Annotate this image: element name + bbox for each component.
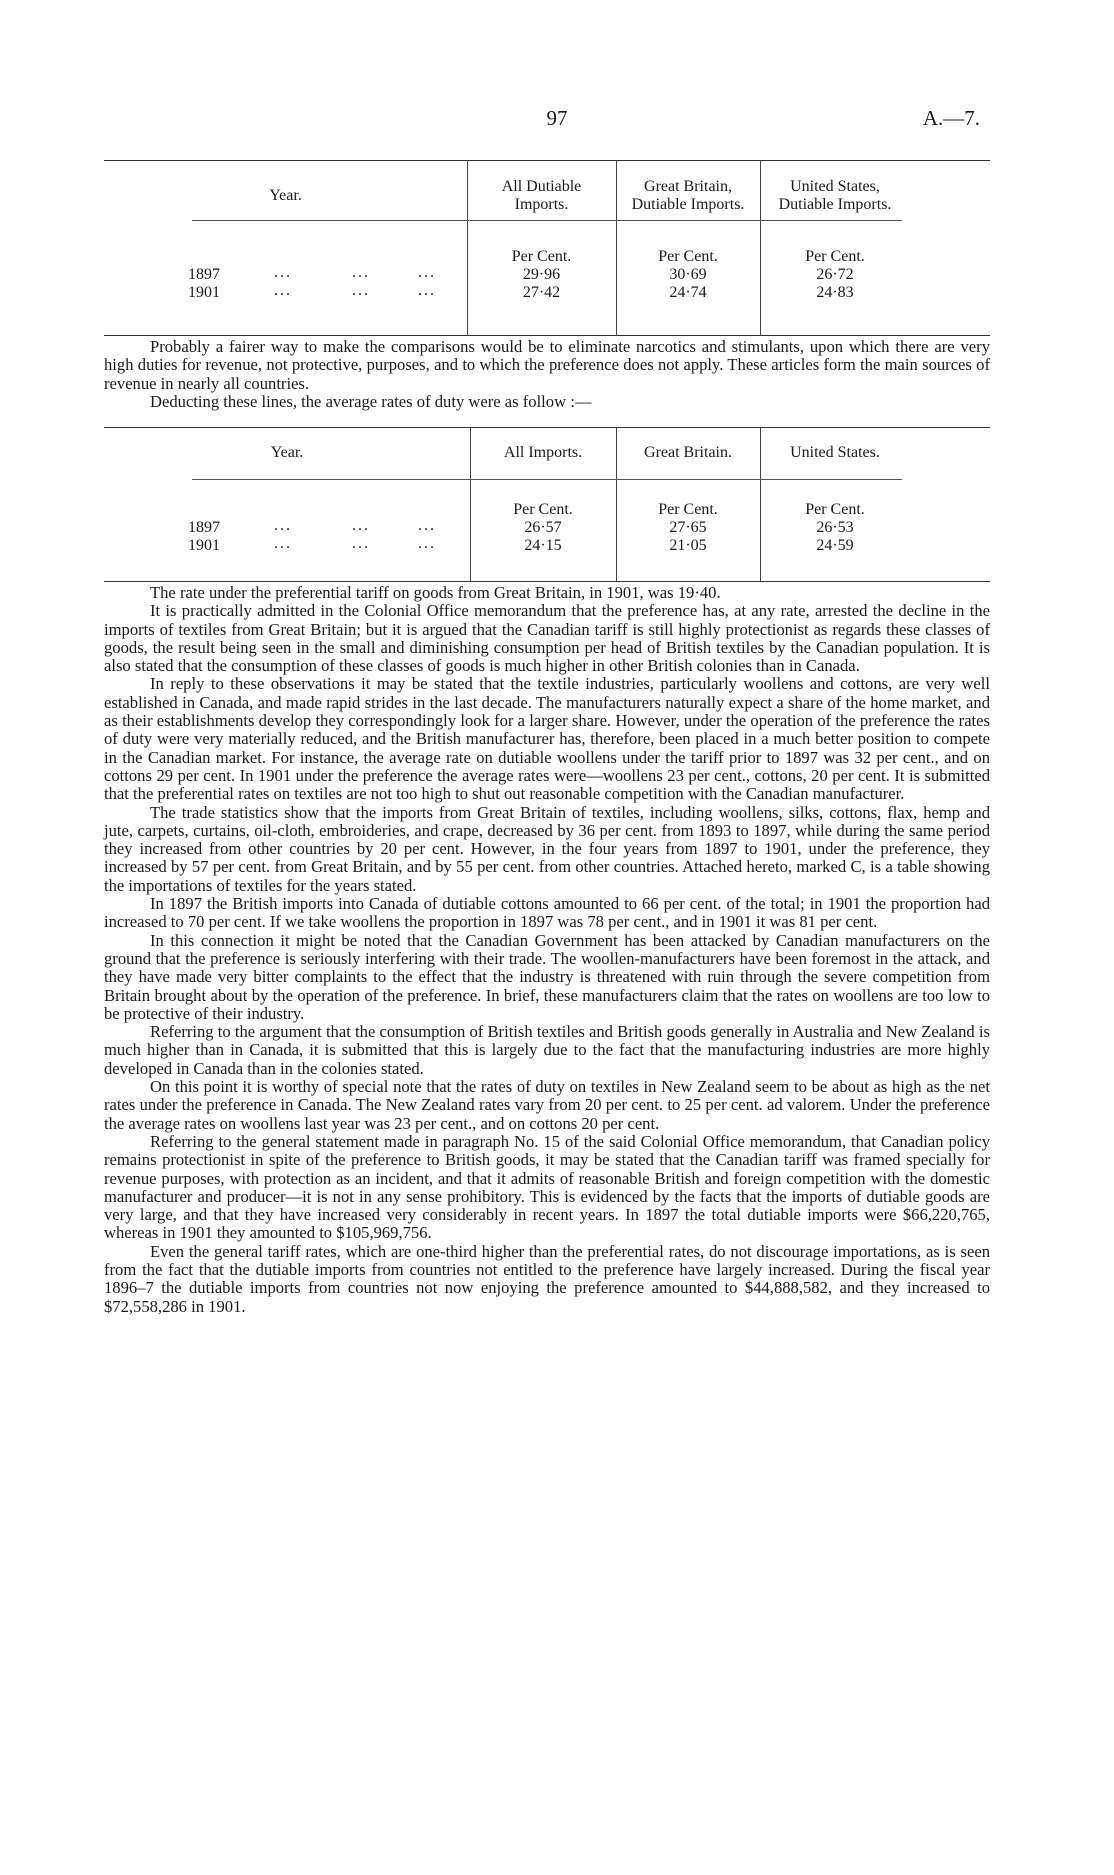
header-rule bbox=[192, 220, 902, 221]
paragraph: Referring to the general statement made in paragraph No. 15 of the said Colonial Office memorandum, that Canadian policy remains protectionist in spite of the preference to British goods, it may be stated that the Canadian tariff was framed specially for revenue purposes, with protection as an incident, and that it admits of reasonable British and foreign competition with the domestic manufacturer and producer—it is not in any sense prohibitory. This is evidenced by the facts that the imports of dutiable goods are very large, and that they have increased very considerably in recent years. In 1897 the total dutiable imports were $66,220,765, whereas in 1901 they amounted to $105,969,756. bbox=[104, 1131, 990, 1243]
column-header-year: Year. bbox=[269, 187, 302, 204]
paragraph: In reply to these observations it may be stated that the textile industries, particularly woollens and cottons, are very well established in Canada, and made rapid strides in the last decade. The manufacturers naturally expect a share of the home market, and as their establishments develop they correspondingly look for a larger share. However, under the operation of the preference the rates of duty were very materially reduced, and the British manufacturer has, therefore, been placed in a much better position to compete in the Canadian market. For instance, the average rate on dutiable woollens under the tariff prior to 1897 was 32 per cent., and on cottons 29 per cent. In 1901 under the preference the average rates were—woollens 23 per cent., cottons, 20 per cent. It is submitted that the preferential rates on textiles are not too high to shut out reasonable competition with the Canadian manufacturer. bbox=[104, 674, 990, 804]
row-year: 1901 bbox=[188, 284, 220, 301]
leader-dots: ... ... ... bbox=[274, 264, 436, 281]
page-number: 97 bbox=[546, 106, 568, 130]
unit-label: Per Cent. bbox=[805, 248, 865, 265]
row-year: 1897 bbox=[188, 266, 220, 283]
column-header-great-britain: Great Britain. bbox=[644, 444, 732, 461]
unit-label: Per Cent. bbox=[658, 501, 718, 518]
column-header-year: Year. bbox=[270, 444, 304, 461]
table-bottom-rule bbox=[104, 581, 990, 582]
intro-text bbox=[104, 338, 990, 411]
paragraph: In this connection it might be noted that the Canadian Government has been attacked by Canadian manufacturers on the ground that the preference is seriously interfering with their trade. The woollen-manufacturers have been foremost in the attack, and they have made very bitter complaints to the effect that the industry is threatened with ruin through the severe competition from Britain brought about by the operation of the preference. In brief, these manufacturers claim that the rates on woollens are too low to be protective of their industry. bbox=[104, 930, 990, 1023]
leader-dots: ... ... ... bbox=[274, 535, 436, 552]
value-cell: 24·74 bbox=[669, 284, 707, 301]
unit-label: Per Cent. bbox=[513, 501, 573, 518]
value-cell: 26·72 bbox=[816, 266, 854, 283]
value-cell: 30·69 bbox=[669, 266, 707, 283]
table-bottom-rule bbox=[104, 335, 990, 336]
table-dutiable-imports bbox=[104, 160, 990, 336]
header-rule bbox=[192, 479, 902, 480]
value-cell: 29·96 bbox=[522, 266, 561, 283]
value-cell: 27·42 bbox=[522, 284, 561, 301]
paragraph: It is practically admitted in the Colonial Office memorandum that the preference has, at any rate, arrested the decline in the imports of textiles from Great Britain; but it is argued that the Canadian tariff is still highly protectionist as regards these classes of goods, the result being seen in the small and diminishing consumption per head of British textiles by the Canadian population. It is also stated that the consumption of these classes of goods is much higher in other British colonies than in Canada. bbox=[104, 601, 990, 676]
value-cell: 24·59 bbox=[816, 537, 854, 554]
value-cell: 21·05 bbox=[669, 537, 707, 554]
row-year: 1897 bbox=[188, 519, 220, 536]
column-header-great-britain: Great Britain, Dutiable Imports. bbox=[631, 178, 745, 213]
leader-dots: ... ... ... bbox=[274, 517, 436, 534]
table-top-rule bbox=[104, 160, 990, 161]
paragraph: Deducting these lines, the average rates of duty were as follow :— bbox=[150, 391, 592, 411]
column-header-all-imports: All Imports. bbox=[503, 444, 583, 461]
value-cell: 24·15 bbox=[524, 537, 562, 554]
value-cell: 26·53 bbox=[816, 519, 854, 536]
paragraph: On this point it is worthy of special note that the rates of duty on textiles in New Zealand seem to be about as high as the net rates under the preference in Canada. The New Zealand rates vary from 20 per cent. to 25 per cent. ad valorem. Under the preference the average rates on woollens last year was 23 per cent., and on cottons 20 per cent. bbox=[104, 1077, 990, 1133]
column-header-united-states: United States. bbox=[790, 444, 880, 461]
table-average-rates bbox=[104, 427, 990, 582]
paragraph: Probably a fairer way to make the comparisons would be to eliminate narcotics and stimulants, upon which there are very high duties for revenue, not protective, purposes, and to which the preference does not apply. These articles form the main sources of revenue in nearly all countries. bbox=[104, 337, 990, 393]
unit-label: Per Cent. bbox=[805, 501, 865, 518]
paragraph: The rate under the preferential tariff on goods from Great Britain, in 1901, was 19·40. bbox=[150, 583, 721, 602]
body-text bbox=[104, 584, 990, 1316]
unit-label: Per Cent. bbox=[511, 248, 572, 265]
paragraph: Referring to the argument that the consumption of British textiles and British goods generally in Australia and New Zealand is much higher than in Canada, it is submitted that this is largely due to the fact that the manufacturing industries are more highly developed in Canada than in the colonies stated. bbox=[104, 1022, 990, 1078]
row-year: 1901 bbox=[188, 537, 220, 554]
paragraph: The trade statistics show that the imports from Great Britain of textiles, including woollens, silks, cottons, flax, hemp and jute, carpets, curtains, oil-cloth, embroideries, and crape, decreased by 36 per cent. from 1893 to 1897, while during the same period they increased from other countries by 20 per cent. However, in the four years from 1897 to 1901, under the preference, they increased by 57 per cent. from Great Britain, and by 55 per cent. from other countries. Attached hereto, marked C, is a table showing the importations of textiles for the years stated. bbox=[104, 802, 990, 895]
leader-dots: ... ... ... bbox=[274, 282, 436, 299]
value-cell: 26·57 bbox=[524, 519, 562, 536]
series-reference: A.—7. bbox=[922, 106, 980, 130]
unit-label: Per Cent. bbox=[658, 248, 718, 265]
paragraph: Even the general tariff rates, which are one-third higher than the preferential rates, do not discourage importations, as is seen from the fact that the dutiable imports from countries not entitled to the preference have largely increased. During the fiscal year 1896–7 the dutiable imports from countries not now enjoying the preference amounted to $44,888,582, and they increased to $72,558,286 in 1901. bbox=[104, 1241, 990, 1316]
paragraph: In 1897 the British imports into Canada of dutiable cottons amounted to 66 per cent. of the total; in 1901 the proportion had increased to 70 per cent. If we take woollens the proportion in 1897 was 78 per cent., and in 1901 it was 81 per cent. bbox=[104, 894, 990, 932]
table-top-rule bbox=[104, 427, 990, 428]
value-cell: 27·65 bbox=[669, 519, 707, 536]
column-header-united-states: United States, Dutiable Imports. bbox=[778, 178, 892, 213]
column-header-all-dutiable: All Dutiable Imports. bbox=[501, 178, 582, 213]
value-cell: 24·83 bbox=[816, 284, 854, 301]
